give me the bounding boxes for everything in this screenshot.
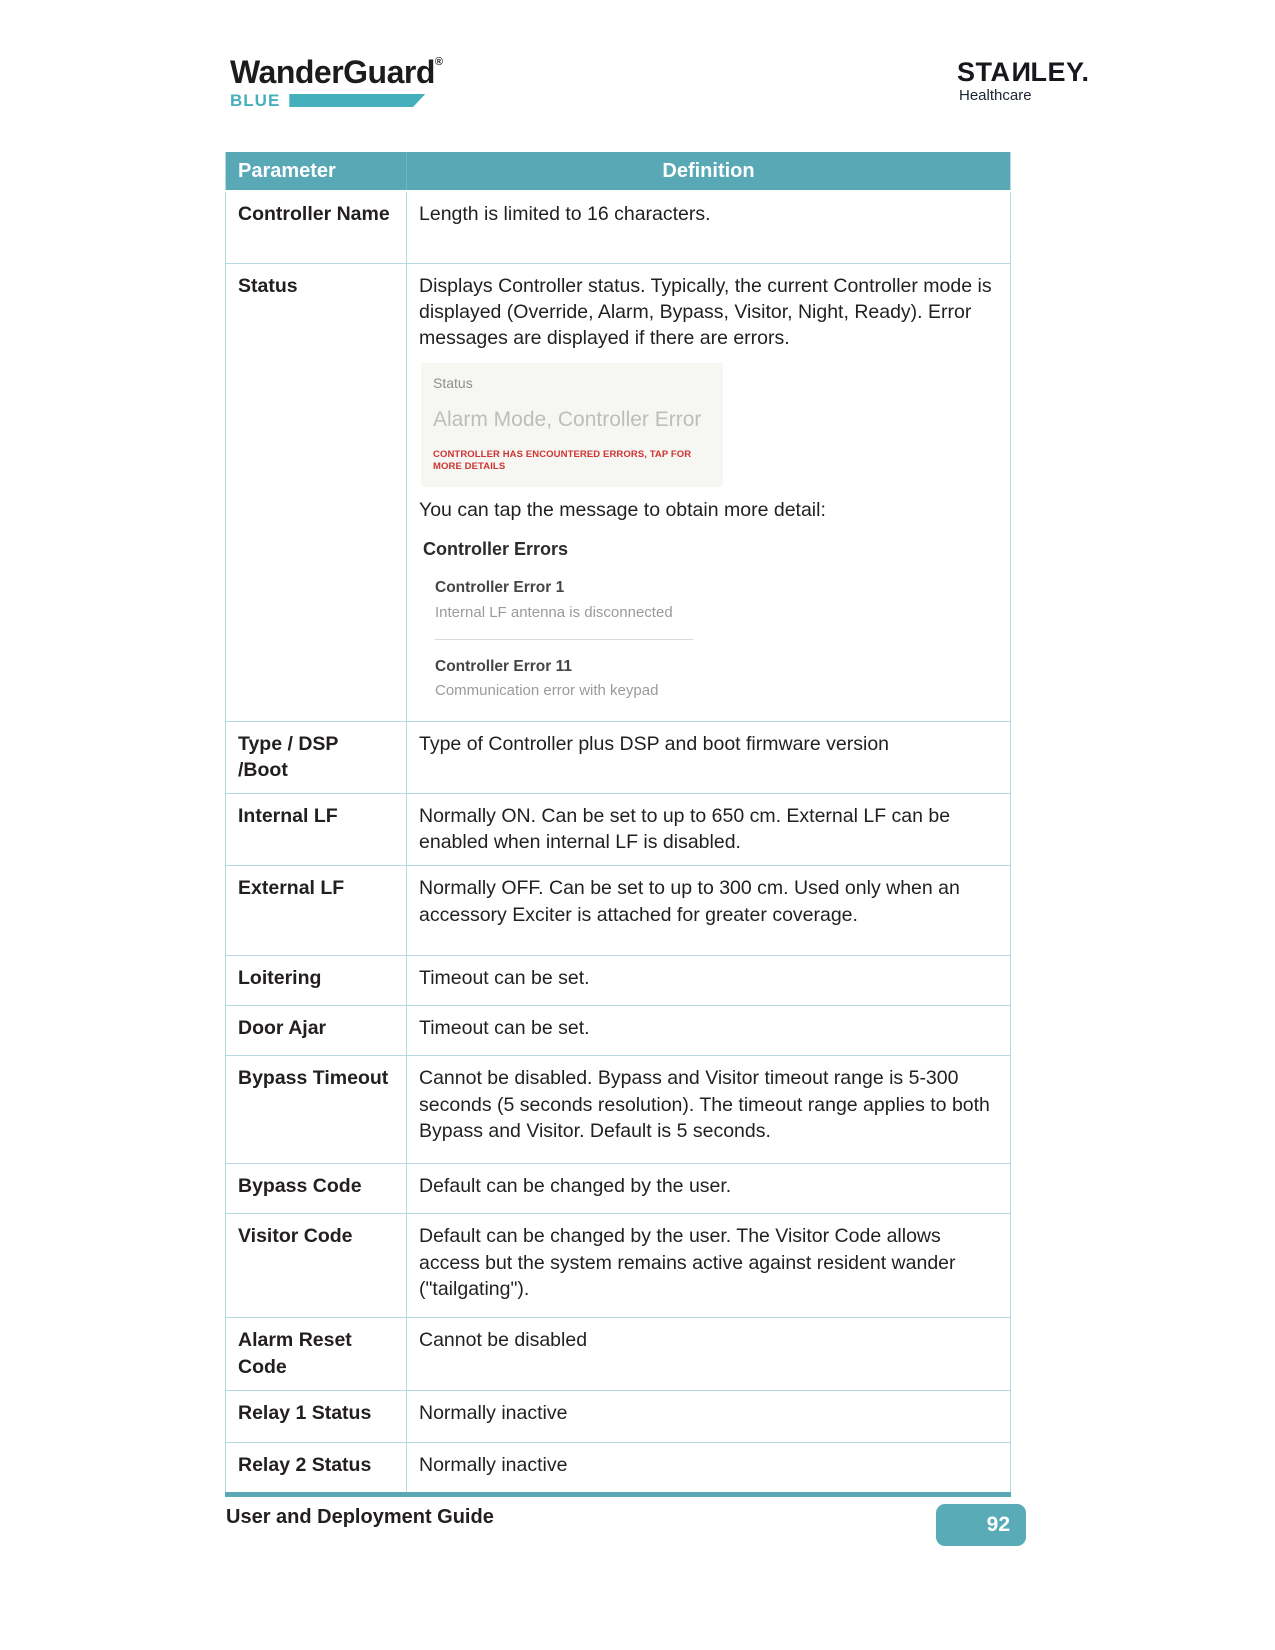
table-row-status — [226, 263, 1011, 721]
param-cell: Bypass Code — [226, 1164, 407, 1214]
controller-errors-title: Controller Errors — [423, 539, 569, 560]
status-field-screenshot — [421, 363, 723, 487]
param-cell: Visitor Code — [226, 1214, 407, 1318]
teal-swoosh-icon — [289, 94, 425, 107]
definition-cell: Normally OFF. Can be set to up to 300 cm. Used only when an accessory Exciter is attached for greater coverage. — [407, 866, 1011, 956]
divider — [435, 639, 693, 640]
error-name: Controller Error 1 — [435, 579, 565, 597]
definition-cell: Default can be changed by the user. — [407, 1164, 1011, 1214]
status-definition-text: Displays Controller status. Typically, the current Controller mode is displayed (Override, Alarm, Bypass, Visitor, Night, Ready). Error messages are displayed if there are errors. — [419, 274, 992, 349]
wanderguard-logo-text: WanderGuard® — [230, 54, 443, 90]
definition-cell: Normally inactive — [407, 1442, 1011, 1494]
error-description: Internal LF antenna is disconnected — [435, 603, 673, 621]
param-cell: Status — [226, 263, 407, 721]
tap-message-text: You can tap the message to obtain more detail: — [419, 499, 826, 522]
stanley-healthcare-logo — [957, 58, 1090, 104]
table-row — [226, 1164, 1011, 1214]
footer-guide-title: User and Deployment Guide — [226, 1506, 494, 1528]
controller-errors-screenshot — [423, 537, 996, 701]
param-cell: Internal LF — [226, 794, 407, 866]
table-row — [226, 721, 1011, 793]
page-number-badge — [936, 1504, 1026, 1546]
table-row — [226, 1390, 1011, 1442]
table-row — [226, 1318, 1011, 1390]
error-description: Communication error with keypad — [435, 681, 659, 699]
stanley-logo-text: STANLEY. — [957, 57, 1090, 87]
table-row — [226, 1006, 1011, 1056]
param-cell: Bypass Timeout — [226, 1056, 407, 1164]
status-field-label: Status — [433, 374, 473, 391]
param-cell: Type / DSP /Boot — [226, 721, 407, 793]
definition-cell: Type of Controller plus DSP and boot firmware version — [407, 721, 1011, 793]
definition-cell: Length is limited to 16 characters. — [407, 191, 1011, 263]
table-row — [226, 956, 1011, 1006]
table-header-row — [226, 152, 1011, 191]
param-cell: Relay 2 Status — [226, 1442, 407, 1494]
param-cell: Controller Name — [226, 191, 407, 263]
definition-cell: Cannot be disabled — [407, 1318, 1011, 1390]
status-error-banner: CONTROLLER HAS ENCOUNTERED ERRORS, TAP FOR MORE DETAILS — [433, 448, 692, 473]
definition-cell: Normally ON. Can be set to up to 650 cm. External LF can be enabled when internal LF is disabled. — [407, 794, 1011, 866]
definition-cell — [407, 263, 1011, 721]
param-cell: External LF — [226, 866, 407, 956]
page-number: 92 — [986, 1513, 1010, 1536]
table-row — [226, 1056, 1011, 1164]
table-row — [226, 794, 1011, 866]
table-row — [226, 1214, 1011, 1318]
table-row — [226, 866, 1011, 956]
error-name: Controller Error 11 — [435, 657, 572, 675]
table-row — [226, 1442, 1011, 1494]
healthcare-label: Healthcare — [959, 87, 1032, 105]
registered-trademark-icon: ® — [434, 56, 443, 68]
definition-cell: Default can be changed by the user. The Visitor Code allows access but the system remains active against resident wander ("tailgating"). — [407, 1214, 1011, 1318]
controller-error-item — [435, 657, 996, 701]
definition-cell: Timeout can be set. — [407, 956, 1011, 1006]
param-cell: Door Ajar — [226, 1006, 407, 1056]
definition-cell: Normally inactive — [407, 1390, 1011, 1442]
definition-cell: Timeout can be set. — [407, 1006, 1011, 1056]
definition-cell: Cannot be disabled. Bypass and Visitor timeout range is 5-300 seconds (5 seconds resolution). The timeout range applies to both Bypass and Visitor. Default is 5 seconds. — [407, 1056, 1011, 1164]
param-cell: Relay 1 Status — [226, 1390, 407, 1442]
controller-error-item — [435, 578, 996, 622]
param-cell: Loitering — [226, 956, 407, 1006]
column-header-definition: Definition — [407, 152, 1011, 191]
parameters-table — [225, 152, 1011, 1497]
param-cell: Alarm Reset Code — [226, 1318, 407, 1390]
column-header-parameter: Parameter — [226, 152, 407, 191]
status-field-value: Alarm Mode, Controller Error — [433, 407, 702, 431]
wanderguard-blue-label: BLUE — [230, 91, 281, 110]
wanderguard-logo — [230, 56, 443, 109]
table-row — [226, 191, 1011, 263]
